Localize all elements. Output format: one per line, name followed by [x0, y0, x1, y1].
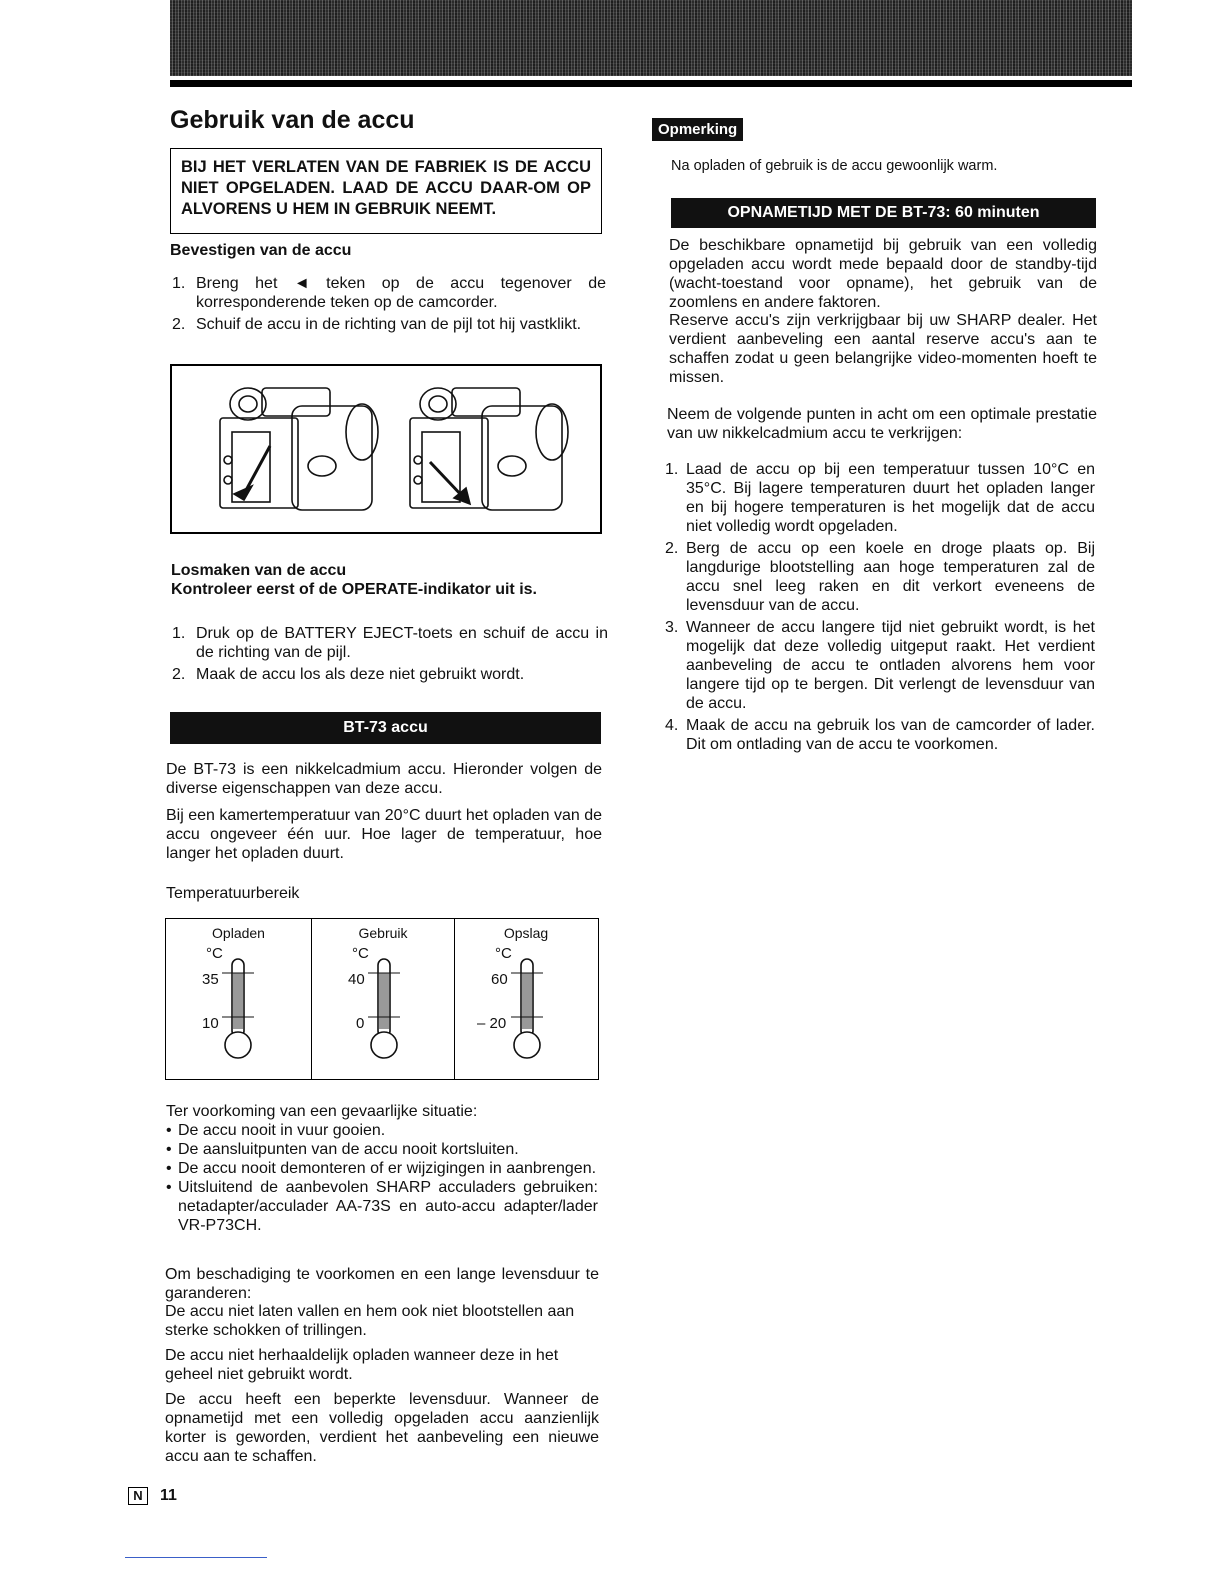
list-item	[665, 716, 1095, 754]
header-band-texture	[170, 0, 1132, 76]
step-text: Wanneer de accu langere tijd niet gebruikt wordt, is het mogelijk dat deze volledig uitgeput raakt. Het verdient aanbeveling de accu te ontladen alvorens hem voor langere tijd op te bergen. Dit verlengt de levensduur van de accu.	[686, 619, 1095, 712]
thermometer-unit: °C	[495, 945, 512, 962]
list-item: • De accu nooit in vuur gooien.	[166, 1121, 598, 1140]
thermometer-low: 0	[356, 1015, 365, 1032]
thermometer-icon	[220, 953, 260, 1063]
thermometer-use	[312, 919, 455, 1079]
camcorder-drawing	[172, 366, 600, 532]
bt73-paragraph-1: De BT-73 is een nikkelcadmium accu. Hieronder volgen de diverse eigenschappen van deze accu.	[166, 761, 602, 797]
thermometer-storage	[455, 919, 597, 1079]
thermometer-high: 40	[348, 971, 365, 988]
thermometer-label: Opladen	[212, 925, 265, 941]
language-badge: N	[128, 1487, 148, 1505]
bevestigen-steps	[172, 274, 606, 337]
step-text: Maak de accu los als deze niet gebruikt wordt.	[196, 666, 525, 683]
footer-line	[125, 1557, 267, 1558]
thermometer-icon	[509, 953, 549, 1063]
list-item	[172, 315, 606, 334]
step-number: 1.	[172, 625, 186, 642]
step-text: Schuif de accu in de richting van de pijl tot hij vastklikt.	[196, 316, 582, 333]
thermometer-high: 35	[202, 971, 219, 988]
step-number: 2.	[665, 540, 679, 557]
bt73-paragraph-2: Bij een kamertemperatuur van 20°C duurt het opladen van de accu ongeveer één uur. Hoe lager de temperatuur, hoe langer het opladen duurt.	[166, 807, 602, 862]
step-text: Druk op de BATTERY EJECT-toets en schuif de accu in de richting van de pijl.	[196, 625, 608, 661]
header-rule	[170, 80, 1132, 87]
bt73-section-bar: BT-73 accu	[170, 712, 601, 744]
recording-paragraph-1: De beschikbare opnametijd bij gebruik van een volledig opgeladen accu wordt mede bepaald door de standby-tijd (wacht-toestand voor opname), het gebruik van de zoomlens en andere faktoren.	[669, 237, 1097, 311]
list-item	[172, 665, 608, 684]
damage-paragraph-3: De accu niet herhaaldelijk opladen wanneer deze in het geheel niet gebruikt wordt.	[165, 1347, 559, 1383]
list-item	[665, 460, 1095, 536]
page-number: 11	[160, 1487, 177, 1504]
tips-list	[665, 460, 1095, 757]
list-item: • De accu nooit demonteren of er wijzigingen in aanbrengen.	[166, 1159, 598, 1178]
list-item	[172, 624, 608, 662]
list-item: • De aansluitpunten van de accu nooit kortsluiten.	[166, 1140, 598, 1159]
note-text: Na opladen of gebruik is de accu gewoonlijk warm.	[671, 158, 998, 174]
step-text: Laad de accu op bij een temperatuur tussen 10°C en 35°C. Bij lagere temperaturen duurt het opladen langer en bij hogere temperaturen is het mogelijk dat de accu niet volledig wordt opgeladen.	[686, 461, 1095, 535]
step-number: 1.	[172, 275, 186, 292]
list-item	[665, 618, 1095, 713]
camcorder-illustration	[170, 364, 602, 534]
thermometer-unit: °C	[352, 945, 369, 962]
thermometer-low: – 20	[477, 1015, 507, 1032]
recording-paragraph-2: Reserve accu's zijn verkrijgbaar bij uw SHARP dealer. Het verdient aanbeveling een aantal reserve accu's aan te schaffen zodat u geen belangrijke video-momenten hoeft te missen.	[669, 312, 1097, 386]
list-item: • Uitsluitend de aanbevolen SHARP acculaders gebruiken: netadapter/acculader AA-73S en auto-accu adapter/lader VR-P73CH.	[166, 1178, 598, 1235]
page-title: Gebruik van de accu	[170, 106, 415, 134]
step-text: Breng het ◄ teken op de accu tegenover de korresponderende teken op de camcorder.	[196, 275, 606, 311]
thermometer-high: 60	[491, 971, 508, 988]
losmaken-steps	[172, 624, 608, 687]
warning-box: BIJ HET VERLATEN VAN DE FABRIEK IS DE ACCU NIET OPGELADEN. LAAD DE ACCU DAAR-OM OP ALVORENS U HEM IN GEBRUIK NEEMT.	[170, 148, 602, 234]
step-number: 3.	[665, 619, 679, 636]
safety-list	[166, 1121, 598, 1235]
damage-intro: Om beschadiging te voorkomen en een lange levensduur te garanderen:	[165, 1266, 599, 1302]
thermometer-charging	[166, 919, 312, 1079]
temperature-heading: Temperatuurbereik	[166, 885, 300, 902]
thermometer-icon	[366, 953, 406, 1063]
step-text: Maak de accu na gebruik los van de camcorder of lader. Dit om ontlading van de accu te voorkomen.	[686, 717, 1095, 753]
step-text: Berg de accu op een koele en droge plaats op. Bij langdurige blootstelling aan hoge temperaturen zal de accu snel leeg raken en dit verkort eveneens de levensduur van de accu.	[686, 540, 1095, 614]
thermometer-unit: °C	[206, 945, 223, 962]
damage-paragraph-2: De accu niet laten vallen en hem ook niet blootstellen aan sterke schokken of trillingen.	[165, 1303, 575, 1339]
thermometer-low: 10	[202, 1015, 219, 1032]
step-number: 2.	[172, 316, 186, 333]
step-number: 4.	[665, 717, 679, 734]
safety-intro: Ter voorkoming van een gevaarlijke situatie:	[166, 1103, 478, 1120]
losmaken-subheading: Kontroleer eerst of de OPERATE-indikator uit is.	[171, 581, 537, 598]
thermometer-label: Opslag	[503, 925, 549, 941]
step-number: 1.	[665, 461, 679, 478]
list-item	[665, 539, 1095, 615]
thermometer-label: Gebruik	[358, 925, 408, 941]
recording-time-bar: OPNAMETIJD MET DE BT-73: 60 minuten	[671, 198, 1096, 228]
step-number: 2.	[172, 666, 186, 683]
bevestigen-heading: Bevestigen van de accu	[170, 242, 352, 259]
tips-intro: Neem de volgende punten in acht om een optimale prestatie van uw nikkelcadmium accu te verkrijgen:	[667, 406, 1097, 442]
damage-paragraph-4: De accu heeft een beperkte levensduur. Wanneer de opnametijd met een volledig opgeladen accu aanzienlijk korter is geworden, verdient het aanbeveling een nieuwe accu aan te schaffen.	[165, 1391, 599, 1465]
losmaken-heading: Losmaken van de accu	[171, 562, 347, 579]
list-item	[172, 274, 606, 312]
temperature-range-table	[165, 918, 599, 1080]
note-tag: Opmerking	[652, 118, 743, 141]
